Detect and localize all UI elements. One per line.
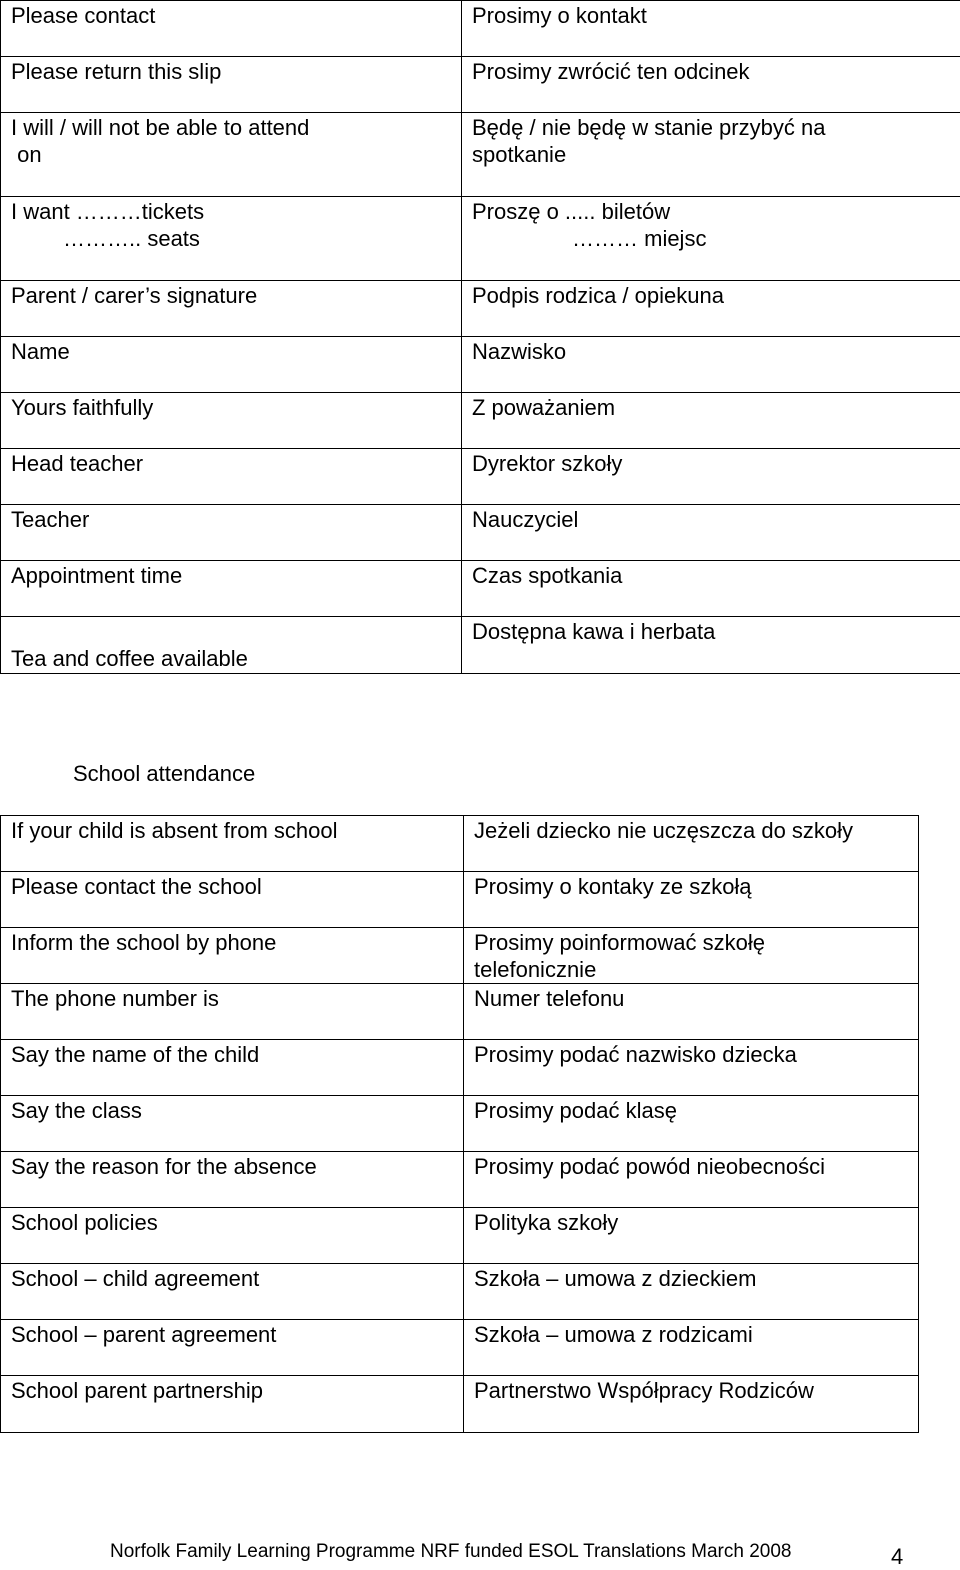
table-row — [1, 337, 960, 393]
section-heading: School attendance — [73, 760, 255, 787]
polish-text: Partnerstwo Współpracy Rodziców — [474, 1376, 908, 1404]
english-text: Yours faithfully — [11, 393, 451, 421]
table-row — [1, 1208, 919, 1264]
page-footer: Norfolk Family Learning Programme NRF funded ESOL Translations March 2008 — [110, 1540, 791, 1564]
polish-text: Numer telefonu — [474, 984, 908, 1012]
english-cell — [1, 281, 462, 337]
polish-text: Podpis rodzica / opiekuna — [472, 281, 950, 309]
table-row — [1, 1040, 919, 1096]
english-cell — [1, 1040, 464, 1096]
polish-cell — [462, 197, 960, 281]
english-text: Please contact the school — [11, 872, 453, 900]
english-text: Head teacher — [11, 449, 451, 477]
polish-cell — [464, 1096, 919, 1152]
polish-cell — [464, 1208, 919, 1264]
english-text: School policies — [11, 1208, 453, 1236]
polish-text: Polityka szkoły — [474, 1208, 908, 1236]
english-cell — [1, 1264, 464, 1320]
english-text: Say the reason for the absence — [11, 1152, 453, 1180]
english-cell — [1, 449, 462, 505]
english-text: Appointment time — [11, 561, 451, 589]
english-text-line-2: ……….. seats — [11, 225, 451, 252]
polish-cell — [464, 1040, 919, 1096]
english-cell — [1, 928, 464, 984]
polish-text: Szkoła – umowa z rodzicami — [474, 1320, 908, 1348]
english-text: Say the name of the child — [11, 1040, 453, 1068]
english-text: If your child is absent from school — [11, 816, 453, 844]
polish-cell — [464, 928, 919, 984]
english-cell — [1, 57, 462, 113]
polish-text: Nazwisko — [472, 337, 950, 365]
table-row — [1, 449, 960, 505]
polish-text: Prosimy podać powód nieobecności — [474, 1152, 908, 1180]
polish-cell — [462, 393, 960, 449]
polish-cell — [462, 1, 960, 57]
english-cell — [1, 984, 464, 1040]
table-row — [1, 1152, 919, 1208]
english-cell — [1, 872, 464, 928]
table-row — [1, 197, 960, 281]
polish-text: Dostępna kawa i herbata — [472, 617, 950, 645]
polish-text: Prosimy zwrócić ten odcinek — [472, 57, 950, 85]
table-row — [1, 928, 919, 984]
english-text-line-1: I will / will not be able to attend — [11, 113, 451, 141]
english-cell — [1, 1, 462, 57]
polish-cell — [462, 113, 960, 197]
table-row — [1, 816, 919, 872]
polish-text-line-1: Proszę o ..... biletów — [472, 197, 950, 225]
table-row — [1, 561, 960, 617]
english-text: Teacher — [11, 505, 451, 533]
polish-text-line-1: Będę / nie będę w stanie przybyć na — [472, 113, 950, 141]
english-text-line-1: I want ………tickets — [11, 197, 451, 225]
table-row — [1, 617, 960, 674]
polish-cell — [464, 872, 919, 928]
polish-text-line-2: spotkanie — [472, 141, 950, 168]
polish-cell — [462, 57, 960, 113]
english-text: Inform the school by phone — [11, 928, 453, 956]
english-text: Please return this slip — [11, 57, 451, 85]
polish-cell — [464, 1152, 919, 1208]
polish-cell — [462, 449, 960, 505]
table-row — [1, 113, 960, 197]
polish-text: Szkoła – umowa z dzieckiem — [474, 1264, 908, 1292]
english-cell — [1, 113, 462, 197]
table-row — [1, 872, 919, 928]
table-row — [1, 1096, 919, 1152]
polish-cell — [464, 1264, 919, 1320]
english-text: Tea and coffee available — [11, 644, 451, 673]
polish-cell — [462, 617, 960, 674]
translation-table-general — [0, 0, 960, 674]
english-cell — [1, 197, 462, 281]
english-cell — [1, 1096, 464, 1152]
polish-text: Prosimy o kontakt — [472, 1, 950, 29]
table-row — [1, 984, 919, 1040]
polish-text: Z poważaniem — [472, 393, 950, 421]
polish-text: Nauczyciel — [472, 505, 950, 533]
polish-text: Dyrektor szkoły — [472, 449, 950, 477]
table-row — [1, 1320, 919, 1376]
polish-text-line-2: telefonicznie — [474, 956, 908, 983]
english-text-line-2: on — [11, 141, 451, 168]
polish-text: Jeżeli dziecko nie uczęszcza do szkoły — [474, 816, 908, 844]
table-row — [1, 281, 960, 337]
table-row — [1, 1376, 919, 1433]
polish-cell — [464, 984, 919, 1040]
polish-cell — [462, 337, 960, 393]
polish-cell — [462, 561, 960, 617]
english-text: Parent / carer’s signature — [11, 281, 451, 309]
english-cell — [1, 337, 462, 393]
table-row — [1, 393, 960, 449]
english-cell — [1, 816, 464, 872]
table-row — [1, 505, 960, 561]
polish-text-line-1: Prosimy poinformować szkołę — [474, 928, 908, 956]
english-cell — [1, 505, 462, 561]
polish-text: Czas spotkania — [472, 561, 950, 589]
polish-text: Prosimy o kontaky ze szkołą — [474, 872, 908, 900]
polish-text: Prosimy podać nazwisko dziecka — [474, 1040, 908, 1068]
polish-cell — [464, 1376, 919, 1433]
polish-cell — [464, 816, 919, 872]
english-text: School – child agreement — [11, 1264, 453, 1292]
english-text: Please contact — [11, 1, 451, 29]
english-text: Say the class — [11, 1096, 453, 1124]
page-number: 4 — [891, 1543, 903, 1570]
polish-cell — [462, 281, 960, 337]
english-cell — [1, 1208, 464, 1264]
english-cell — [1, 1152, 464, 1208]
polish-text-line-2: ……… miejsc — [472, 225, 950, 252]
table-row — [1, 1, 960, 57]
translation-table-attendance — [0, 815, 919, 1433]
polish-text: Prosimy podać klasę — [474, 1096, 908, 1124]
english-cell — [1, 393, 462, 449]
english-cell — [1, 1320, 464, 1376]
polish-cell — [462, 505, 960, 561]
english-cell — [1, 617, 462, 674]
polish-cell — [464, 1320, 919, 1376]
english-text: School – parent agreement — [11, 1320, 453, 1348]
table-row — [1, 1264, 919, 1320]
english-text: The phone number is — [11, 984, 453, 1012]
english-text: School parent partnership — [11, 1376, 453, 1404]
table-row — [1, 57, 960, 113]
english-text: Name — [11, 337, 451, 365]
english-cell — [1, 561, 462, 617]
english-cell — [1, 1376, 464, 1433]
